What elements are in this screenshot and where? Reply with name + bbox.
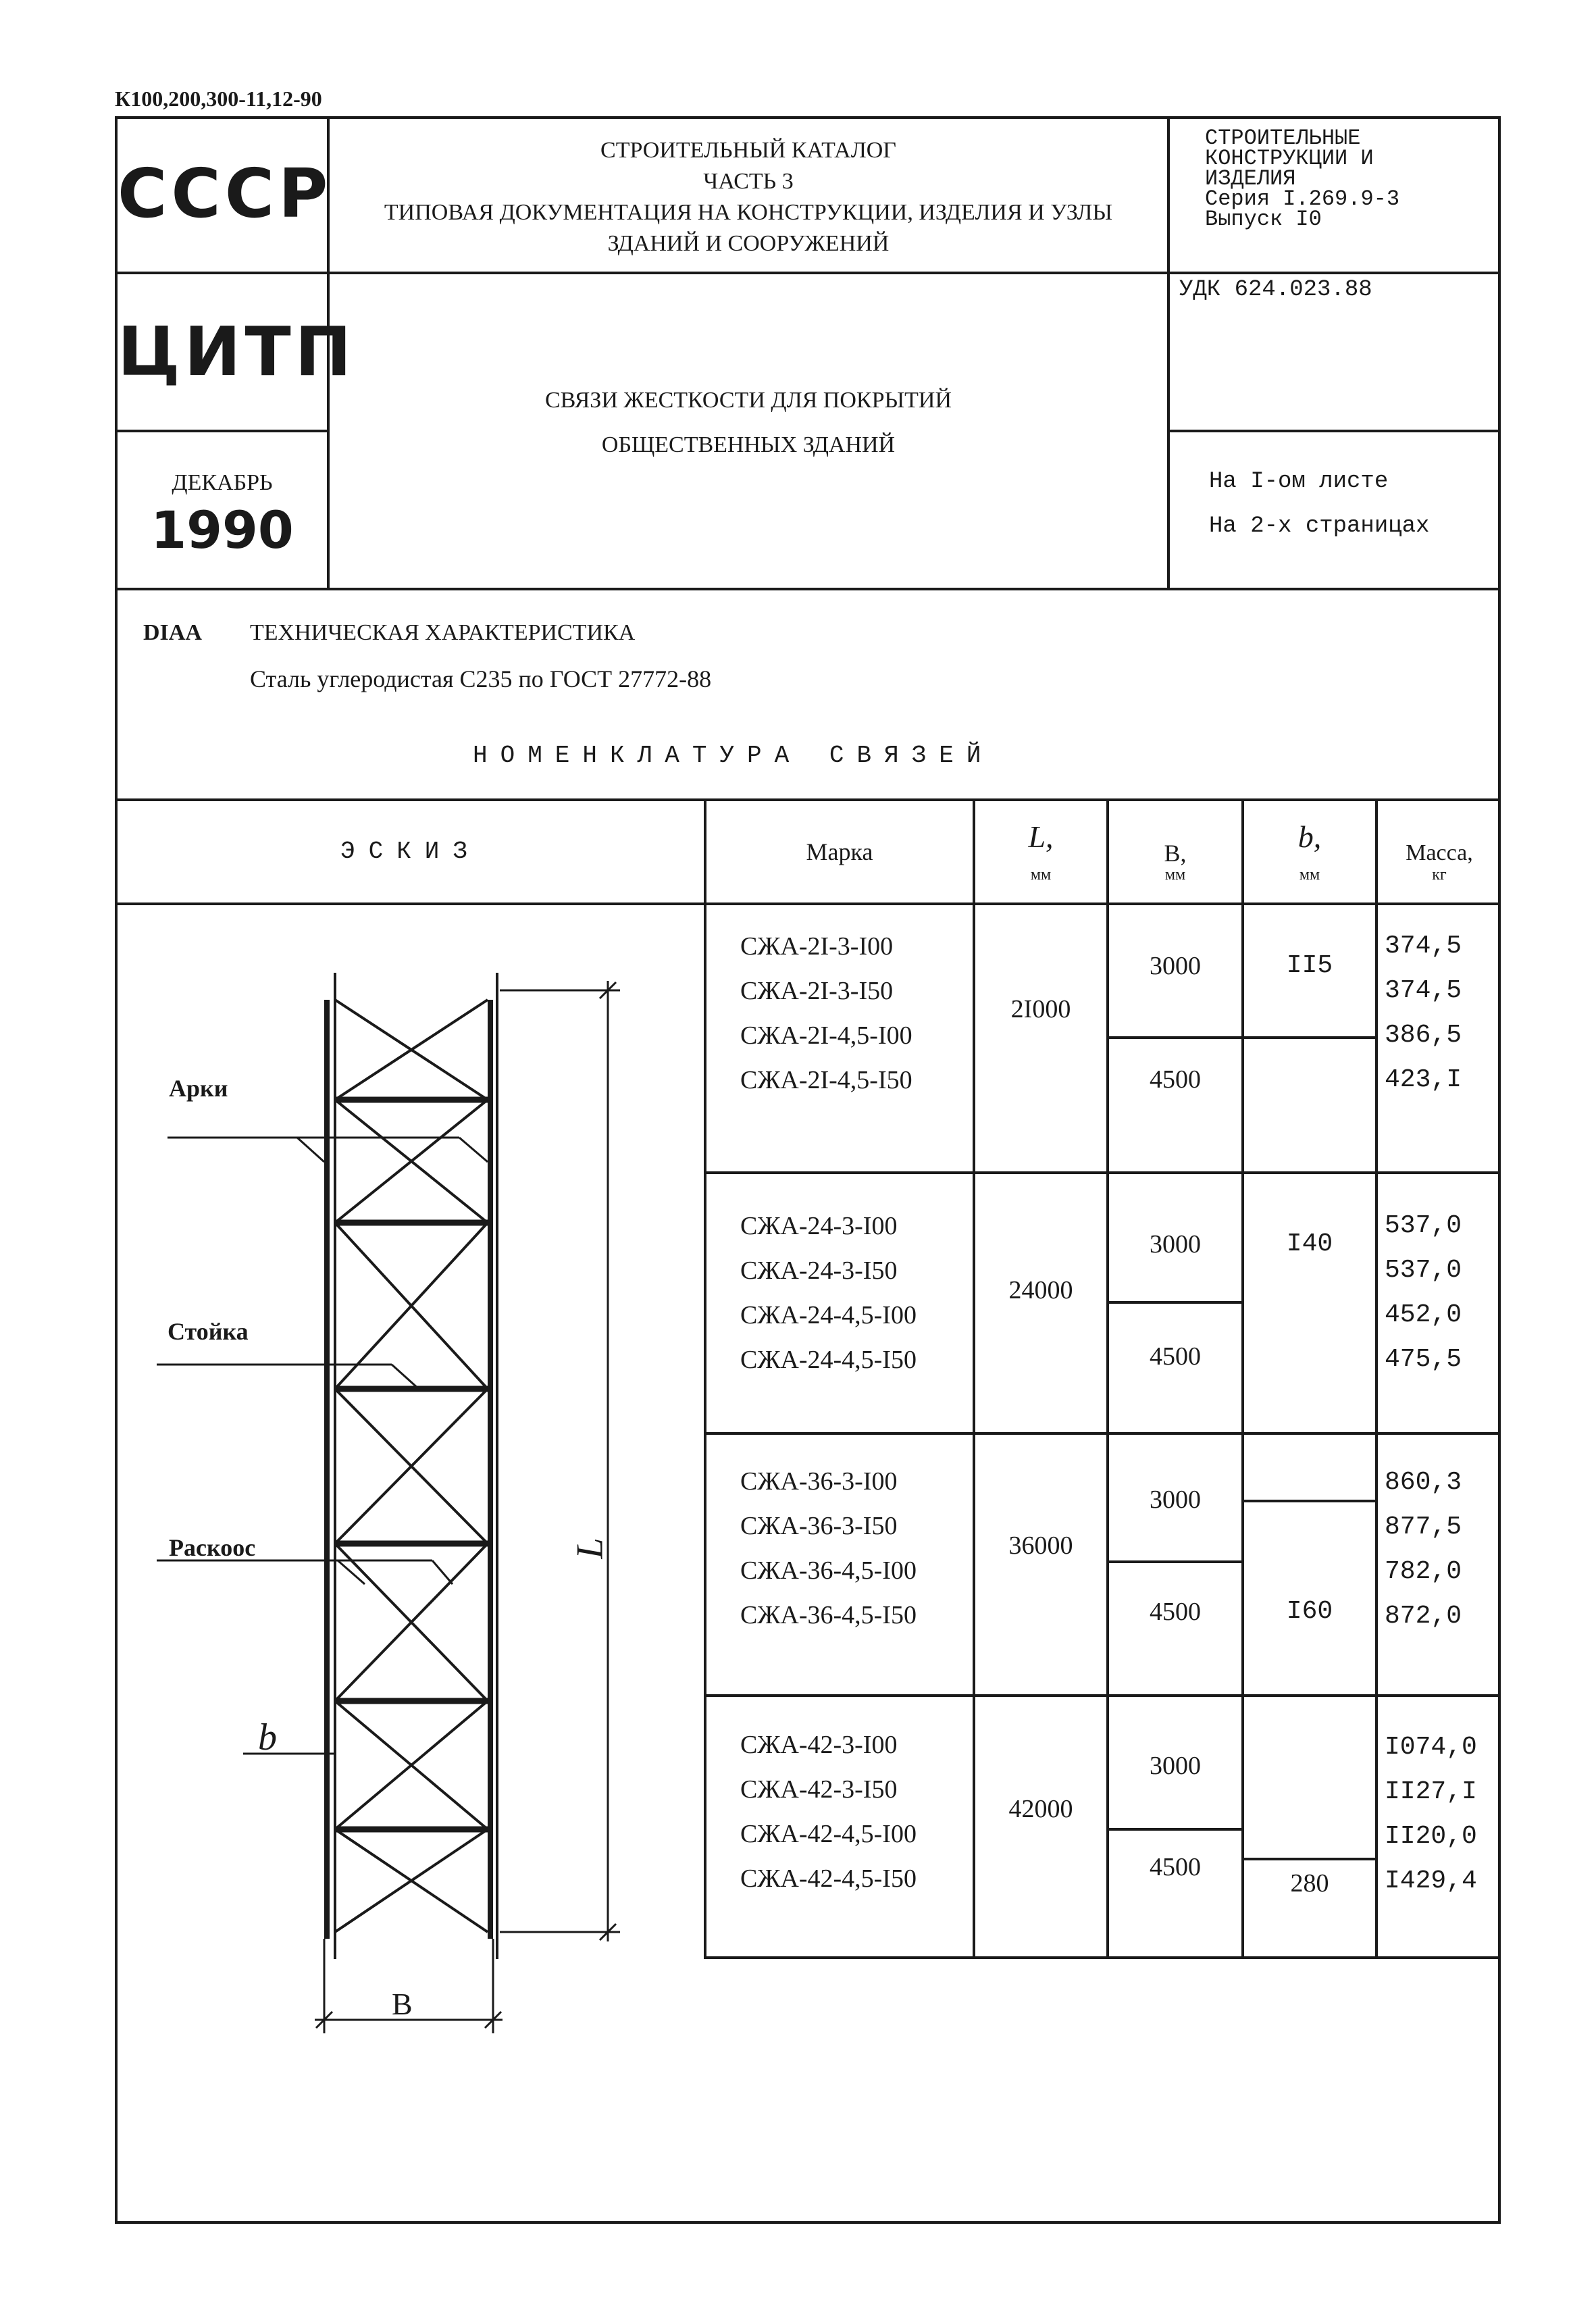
series-line-3: ИЗДЕЛИЯ — [1205, 166, 1296, 191]
mark-cell: СЖА-2I-3-I50 — [740, 977, 894, 1005]
mass-cell: 872,0 — [1385, 1602, 1462, 1631]
sheets-line-1: На I-ом листе — [1209, 469, 1389, 494]
b-value-4: 280 — [1290, 1869, 1329, 1898]
header-B-unit: мм — [1164, 866, 1186, 884]
L-group-1: 2I000 — [1010, 995, 1071, 1023]
mass-cell: II27,I — [1385, 1777, 1477, 1806]
header-B: В, — [1164, 840, 1187, 867]
B-group-3-a: 3000 — [1150, 1485, 1201, 1514]
B-group-1-a: 3000 — [1150, 952, 1201, 980]
label-b-dimension: b — [258, 1717, 277, 1758]
L-group-2: 24000 — [1008, 1276, 1073, 1304]
section-code: DIAA — [143, 620, 202, 645]
title-line-2: ОБЩЕСТВЕННЫХ ЗДАНИЙ — [601, 432, 896, 457]
marks-group-2 — [740, 1204, 917, 1382]
mass-cell: 537,0 — [1385, 1256, 1462, 1285]
header-b: b, — [1297, 819, 1322, 854]
mark-cell: СЖА-42-3-I00 — [740, 1731, 898, 1759]
B-group-4-a: 3000 — [1150, 1752, 1201, 1780]
b-value-2: I40 — [1286, 1229, 1333, 1259]
mass-group-3 — [1385, 1460, 1462, 1639]
month-label: ДЕКАБРЬ — [172, 470, 273, 495]
mark-cell: СЖА-24-3-I50 — [740, 1256, 898, 1285]
truss-sketch — [135, 946, 696, 2067]
b-value-3: I60 — [1286, 1597, 1333, 1626]
header-mark: Марка — [806, 838, 873, 865]
mark-cell: СЖА-36-4,5-I00 — [740, 1556, 917, 1585]
header-L-unit: мм — [1030, 866, 1052, 884]
series-line-5: Выпуск I0 — [1205, 207, 1322, 232]
sheets-info — [1209, 459, 1429, 549]
mass-group-4 — [1385, 1725, 1477, 1904]
mass-cell: 877,5 — [1385, 1513, 1462, 1542]
label-post: Стойка — [168, 1318, 249, 1345]
mark-cell: СЖА-24-3-I00 — [740, 1212, 898, 1240]
country-label: СССР — [118, 154, 332, 233]
mass-group-1 — [1385, 924, 1462, 1102]
mass-cell: 475,5 — [1385, 1345, 1462, 1374]
year-label: 1990 — [151, 500, 294, 560]
mark-cell: СЖА-42-4,5-I50 — [740, 1864, 917, 1893]
catalog-line-4: ЗДАНИЙ И СООРУЖЕНИЙ — [607, 231, 890, 256]
header-mass-unit: кг — [1432, 866, 1447, 884]
mass-cell: 374,5 — [1385, 976, 1462, 1005]
document-title — [330, 378, 1167, 467]
marks-group-4 — [740, 1723, 917, 1901]
mass-cell: I429,4 — [1385, 1866, 1477, 1896]
header-L: L, — [1028, 819, 1054, 854]
mass-cell: 374,5 — [1385, 932, 1462, 961]
catalog-line-1: СТРОИТЕЛЬНЫЙ КАТАЛОГ — [600, 138, 896, 163]
mark-cell: СЖА-24-4,5-I50 — [740, 1346, 917, 1374]
mark-cell: СЖА-36-3-I50 — [740, 1512, 898, 1540]
mass-cell: 537,0 — [1385, 1211, 1462, 1240]
nomenclature-title: НОМЕНКЛАТУРА СВЯЗЕЙ — [473, 742, 994, 769]
mass-cell: 423,I — [1385, 1065, 1462, 1094]
label-B-dimension: В — [392, 1987, 413, 2021]
label-L-dimension: L — [569, 1537, 611, 1559]
B-group-1-b: 4500 — [1150, 1065, 1201, 1094]
document-code: К100,200,300-11,12-90 — [115, 86, 322, 111]
header-b-unit: мм — [1299, 866, 1320, 884]
catalog-line-2: ЧАСТЬ 3 — [703, 169, 794, 194]
mark-cell: СЖА-2I-4,5-I50 — [740, 1066, 912, 1094]
mass-cell: 386,5 — [1385, 1021, 1462, 1050]
label-arches: Арки — [169, 1075, 228, 1102]
catalog-block — [330, 135, 1167, 259]
mass-group-2 — [1385, 1204, 1462, 1382]
mark-cell: СЖА-2I-3-I00 — [740, 932, 894, 961]
mark-cell: СЖА-2I-4,5-I00 — [740, 1021, 912, 1050]
marks-group-3 — [740, 1459, 917, 1637]
mark-cell: СЖА-36-3-I00 — [740, 1467, 898, 1496]
b-value-1: II5 — [1286, 951, 1333, 980]
L-group-4: 42000 — [1008, 1795, 1073, 1823]
B-group-2-b: 4500 — [1150, 1342, 1201, 1371]
series-line-1: СТРОИТЕЛЬНЫЕ — [1205, 126, 1361, 151]
mass-cell: 860,3 — [1385, 1468, 1462, 1497]
sheets-line-2: На 2-х страницах — [1209, 513, 1430, 539]
mark-cell: СЖА-42-4,5-I00 — [740, 1820, 917, 1848]
B-group-2-a: 3000 — [1150, 1230, 1201, 1259]
catalog-line-3: ТИПОВАЯ ДОКУМЕНТАЦИЯ НА КОНСТРУКЦИИ, ИЗДЕЛИЯ И УЗЛЫ — [384, 200, 1113, 225]
steel-spec: Сталь углеродистая С235 по ГОСТ 27772-88 — [250, 665, 712, 692]
title-line-1: СВЯЗИ ЖЕСТКОСТИ ДЛЯ ПОКРЫТИЙ — [544, 388, 952, 413]
tech-title: ТЕХНИЧЕСКАЯ ХАРАКТЕРИСТИКА — [250, 620, 636, 645]
header-sketch: ЭСКИЗ — [340, 838, 482, 865]
mass-cell: II20,0 — [1385, 1822, 1477, 1851]
mass-cell: 452,0 — [1385, 1300, 1462, 1329]
series-line-2: КОНСТРУКЦИИ И — [1205, 146, 1374, 171]
series-line-4: Серия I.269.9-3 — [1205, 186, 1400, 211]
series-block — [1205, 128, 1489, 230]
header-mass: Масса, — [1406, 840, 1473, 865]
marks-group-1 — [740, 924, 912, 1102]
mark-cell: СЖА-24-4,5-I00 — [740, 1301, 917, 1329]
B-group-4-b: 4500 — [1150, 1853, 1201, 1881]
mark-cell: СЖА-36-4,5-I50 — [740, 1601, 917, 1629]
label-brace: Раскоос — [169, 1534, 256, 1561]
mass-cell: 782,0 — [1385, 1557, 1462, 1586]
mark-cell: СЖА-42-3-I50 — [740, 1775, 898, 1804]
udk-label: УДК 624.023.88 — [1179, 277, 1372, 303]
org-label: ЦИТП — [118, 312, 356, 391]
B-group-3-b: 4500 — [1150, 1598, 1201, 1626]
L-group-3: 36000 — [1008, 1531, 1073, 1560]
mass-cell: I074,0 — [1385, 1733, 1477, 1762]
